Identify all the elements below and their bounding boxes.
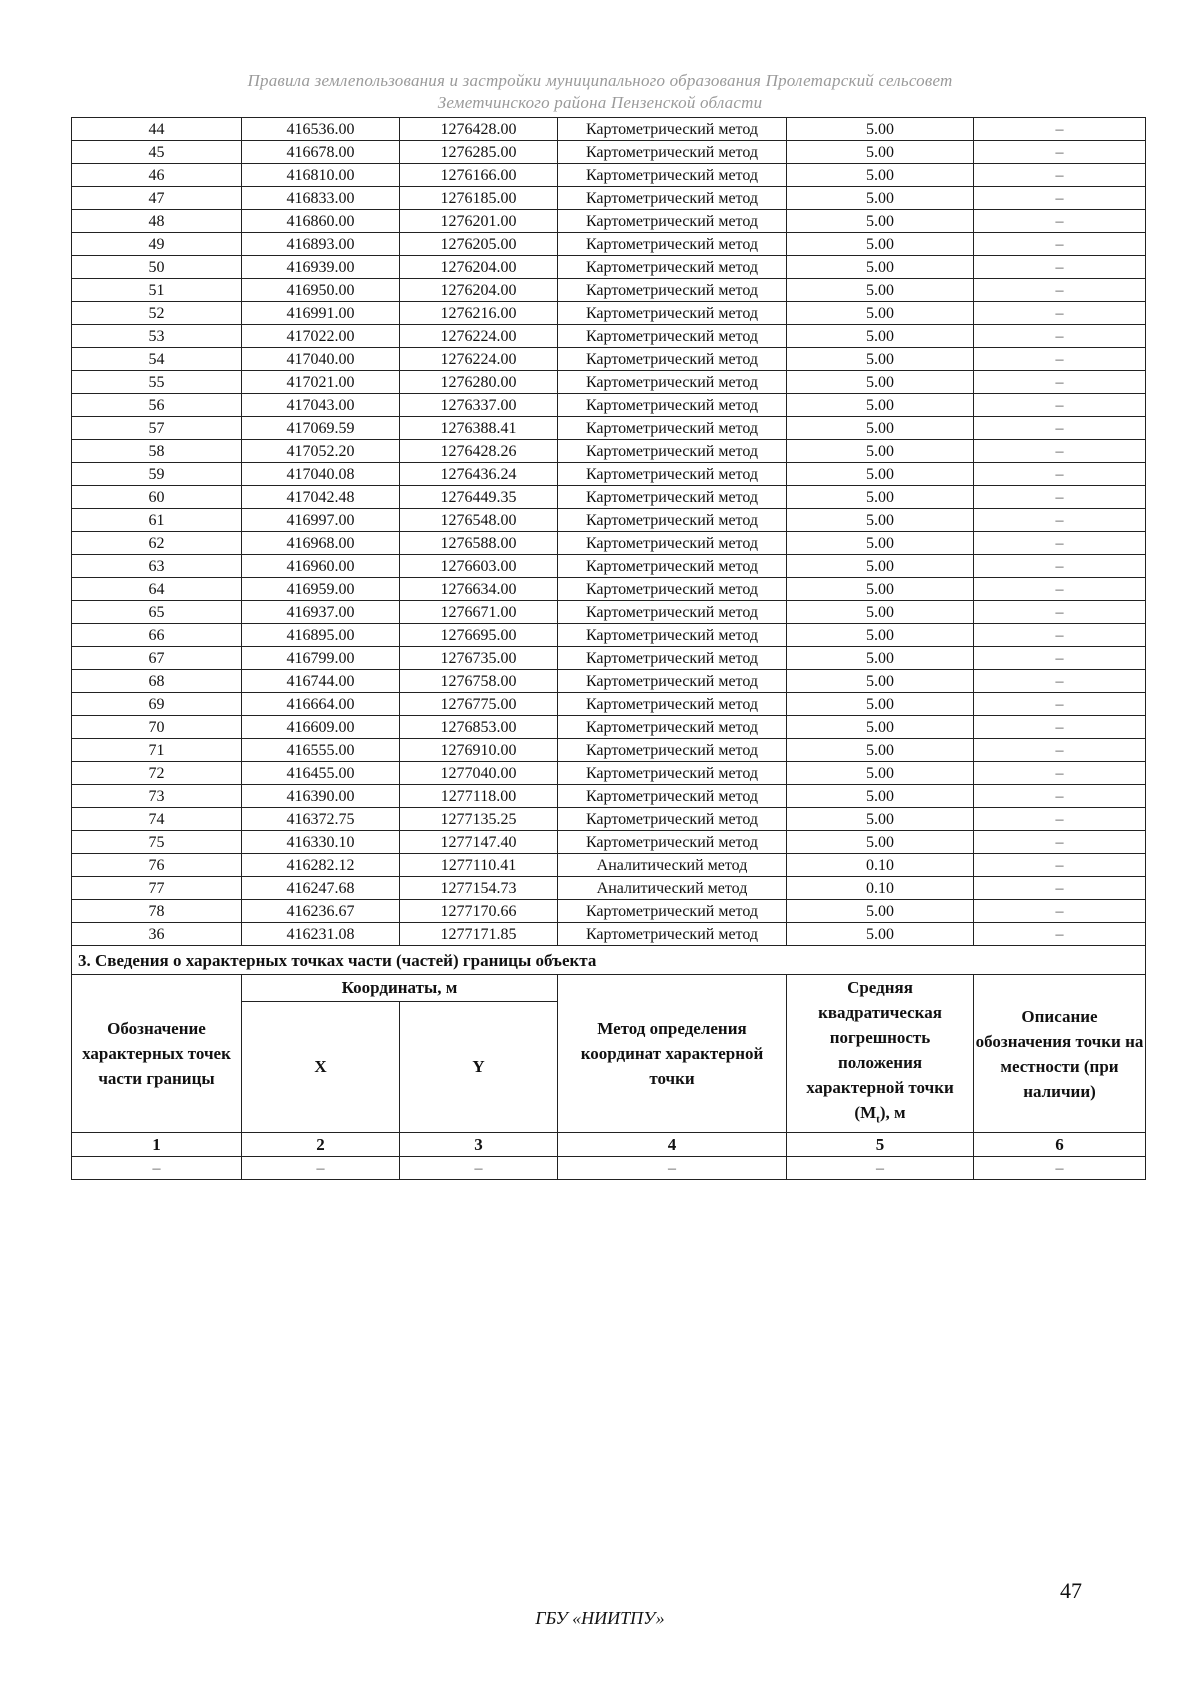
table-row [72,808,1146,831]
table-row [72,601,1146,624]
point-number: 71 [72,739,242,762]
table-row [72,762,1146,785]
coord-x: 416997.00 [242,509,400,532]
header-mean-square-error: Средняя квадратическая погрешность положения характерной точки $(M_t)$, м [787,975,974,1133]
error-cell: 5.00 [787,486,974,509]
point-number: 69 [72,693,242,716]
table-row [72,854,1146,877]
description-cell: – [974,624,1146,647]
coord-y: 1276205.00 [400,233,558,256]
point-number: 48 [72,210,242,233]
point-number: 55 [72,371,242,394]
description-cell: – [974,233,1146,256]
table-row [72,831,1146,854]
table-row [72,233,1146,256]
error-cell: 5.00 [787,601,974,624]
point-number: 51 [72,279,242,302]
running-header-line-2: Земетчинского района Пензенской области [437,93,763,112]
description-cell: – [974,256,1146,279]
method-cell: Картометрический метод [558,463,787,486]
coord-x: 416895.00 [242,624,400,647]
coord-x: 416991.00 [242,302,400,325]
section-3-title: 3. Сведения о характерных точках части (частей) границы объекта [72,946,1146,975]
section-3-title-row [72,946,1146,975]
error-cell: 5.00 [787,233,974,256]
coord-y: 1277147.40 [400,831,558,854]
coord-y: 1277171.85 [400,923,558,946]
coord-y: 1276337.00 [400,394,558,417]
method-cell: Картометрический метод [558,923,787,946]
table-row [72,141,1146,164]
method-cell: Картометрический метод [558,624,787,647]
point-number: 49 [72,233,242,256]
description-cell: – [974,900,1146,923]
point-number: 45 [72,141,242,164]
description-cell: – [974,785,1146,808]
table-row [72,394,1146,417]
point-number: 67 [72,647,242,670]
error-cell: 5.00 [787,624,974,647]
coord-y: 1276775.00 [400,693,558,716]
description-cell: – [974,164,1146,187]
method-cell: Аналитический метод [558,854,787,877]
method-cell: Картометрический метод [558,670,787,693]
table-row [72,624,1146,647]
page-footer: ГБУ «НИИТПУ» [535,1608,665,1628]
coord-y: 1276280.00 [400,371,558,394]
description-cell: – [974,532,1146,555]
coord-y: 1276695.00 [400,624,558,647]
point-number: 54 [72,348,242,371]
error-cell: 0.10 [787,854,974,877]
coord-y: 1276428.26 [400,440,558,463]
method-cell: Картометрический метод [558,693,787,716]
coord-x: 416960.00 [242,555,400,578]
running-header [150,70,1050,114]
error-cell: 5.00 [787,164,974,187]
table-row [72,348,1146,371]
point-number: 77 [72,877,242,900]
page-number: 47 [1060,1578,1082,1603]
table-row [72,693,1146,716]
error-cell: 5.00 [787,509,974,532]
error-cell: 5.00 [787,716,974,739]
method-cell: Картометрический метод [558,555,787,578]
table-row [72,187,1146,210]
coord-x: 416860.00 [242,210,400,233]
method-cell: Картометрический метод [558,325,787,348]
error-cell: 5.00 [787,831,974,854]
column-number: 3 [400,1133,558,1157]
description-cell: – [974,463,1146,486]
coord-x: 416455.00 [242,762,400,785]
error-cell: 5.00 [787,923,974,946]
table-row [72,509,1146,532]
method-cell: Картометрический метод [558,187,787,210]
coord-x: 416937.00 [242,601,400,624]
description-cell: – [974,394,1146,417]
coord-y: 1276166.00 [400,164,558,187]
table-row [72,532,1146,555]
column-number: 4 [558,1133,787,1157]
coord-y: 1276436.24 [400,463,558,486]
method-cell: Аналитический метод [558,877,787,900]
header-x: X [242,1001,400,1133]
empty-cell: – [974,1157,1146,1180]
coord-x: 416390.00 [242,785,400,808]
header-y: Y [400,1001,558,1133]
method-cell: Картометрический метод [558,141,787,164]
empty-data-row [72,1157,1146,1180]
coord-y: 1276224.00 [400,348,558,371]
error-cell: 5.00 [787,141,974,164]
table-row [72,463,1146,486]
error-cell: 5.00 [787,785,974,808]
point-number: 74 [72,808,242,831]
table-row [72,118,1146,141]
error-cell: 5.00 [787,394,974,417]
error-cell: 5.00 [787,279,974,302]
table-row [72,164,1146,187]
description-cell: – [974,877,1146,900]
coord-x: 416231.08 [242,923,400,946]
table-row [72,670,1146,693]
error-cell: 5.00 [787,578,974,601]
coord-x: 416810.00 [242,164,400,187]
description-cell: – [974,601,1146,624]
coord-y: 1276603.00 [400,555,558,578]
table-row [72,210,1146,233]
error-cell: 5.00 [787,555,974,578]
coord-x: 416247.68 [242,877,400,900]
column-number: 1 [72,1133,242,1157]
coord-x: 417040.00 [242,348,400,371]
point-number: 50 [72,256,242,279]
description-cell: – [974,647,1146,670]
point-number: 76 [72,854,242,877]
table-row [72,900,1146,923]
section-3-header-row [72,975,1146,1002]
coord-x: 416282.12 [242,854,400,877]
error-cell: 5.00 [787,325,974,348]
coord-x: 417022.00 [242,325,400,348]
coord-y: 1276428.00 [400,118,558,141]
method-cell: Картометрический метод [558,233,787,256]
method-cell: Картометрический метод [558,762,787,785]
point-number: 64 [72,578,242,601]
coord-x: 416555.00 [242,739,400,762]
coord-y: 1276671.00 [400,601,558,624]
coord-y: 1276735.00 [400,647,558,670]
error-cell: 5.00 [787,463,974,486]
header-description: Описание обозначения точки на местности (при наличии) [974,975,1146,1133]
table-row [72,647,1146,670]
method-cell: Картометрический метод [558,532,787,555]
point-number: 60 [72,486,242,509]
coord-x: 417021.00 [242,371,400,394]
method-cell: Картометрический метод [558,210,787,233]
column-number: 2 [242,1133,400,1157]
running-header-line-1: Правила землепользования и застройки муниципального образования Пролетарский сельсовет [247,71,953,90]
point-number: 78 [72,900,242,923]
table-row [72,279,1146,302]
error-cell: 5.00 [787,302,974,325]
coord-y: 1276449.35 [400,486,558,509]
description-cell: – [974,325,1146,348]
coord-y: 1277135.25 [400,808,558,831]
method-cell: Картометрический метод [558,256,787,279]
empty-cell: – [787,1157,974,1180]
description-cell: – [974,923,1146,946]
error-cell: 5.00 [787,532,974,555]
point-number: 44 [72,118,242,141]
coord-x: 416744.00 [242,670,400,693]
coord-x: 417052.20 [242,440,400,463]
point-number: 59 [72,463,242,486]
description-cell: – [974,808,1146,831]
coord-x: 416664.00 [242,693,400,716]
coord-y: 1276185.00 [400,187,558,210]
error-cell: 5.00 [787,417,974,440]
coord-y: 1277118.00 [400,785,558,808]
point-number: 68 [72,670,242,693]
coord-y: 1276634.00 [400,578,558,601]
method-cell: Картометрический метод [558,279,787,302]
method-cell: Картометрический метод [558,601,787,624]
coord-y: 1276201.00 [400,210,558,233]
description-cell: – [974,693,1146,716]
method-cell: Картометрический метод [558,348,787,371]
method-cell: Картометрический метод [558,302,787,325]
method-cell: Картометрический метод [558,739,787,762]
point-number: 70 [72,716,242,739]
method-cell: Картометрический метод [558,716,787,739]
error-cell: 0.10 [787,877,974,900]
description-cell: – [974,555,1146,578]
description-cell: – [974,210,1146,233]
point-number: 66 [72,624,242,647]
point-number: 46 [72,164,242,187]
coord-y: 1276388.41 [400,417,558,440]
coord-x: 416236.67 [242,900,400,923]
method-cell: Картометрический метод [558,831,787,854]
header-coordinates: Координаты, м [242,975,558,1002]
point-number: 58 [72,440,242,463]
point-number: 56 [72,394,242,417]
description-cell: – [974,118,1146,141]
table-body [72,118,1146,1180]
point-number: 72 [72,762,242,785]
table-row [72,486,1146,509]
error-cell: 5.00 [787,739,974,762]
method-cell: Картометрический метод [558,440,787,463]
coord-x: 416609.00 [242,716,400,739]
point-number: 65 [72,601,242,624]
description-cell: – [974,417,1146,440]
description-cell: – [974,578,1146,601]
coord-x: 416330.10 [242,831,400,854]
coord-x: 416536.00 [242,118,400,141]
empty-cell: – [558,1157,787,1180]
description-cell: – [974,187,1146,210]
method-cell: Картометрический метод [558,486,787,509]
coord-x: 416893.00 [242,233,400,256]
coord-x: 417040.08 [242,463,400,486]
column-number: 5 [787,1133,974,1157]
description-cell: – [974,739,1146,762]
coord-x: 416959.00 [242,578,400,601]
empty-cell: – [242,1157,400,1180]
point-number: 57 [72,417,242,440]
point-number: 61 [72,509,242,532]
method-cell: Картометрический метод [558,394,787,417]
method-cell: Картометрический метод [558,417,787,440]
description-cell: – [974,509,1146,532]
table-row [72,440,1146,463]
error-cell: 5.00 [787,440,974,463]
error-cell: 5.00 [787,348,974,371]
method-cell: Картометрический метод [558,371,787,394]
coord-x: 416799.00 [242,647,400,670]
point-number: 52 [72,302,242,325]
coord-y: 1276853.00 [400,716,558,739]
point-number: 47 [72,187,242,210]
method-cell: Картометрический метод [558,785,787,808]
description-cell: – [974,670,1146,693]
coord-y: 1277040.00 [400,762,558,785]
coord-y: 1276224.00 [400,325,558,348]
coord-x: 416950.00 [242,279,400,302]
point-number: 53 [72,325,242,348]
header-method: Метод определения координат характерной точки [558,975,787,1133]
table-row [72,739,1146,762]
coord-x: 417043.00 [242,394,400,417]
coord-x: 416968.00 [242,532,400,555]
error-cell: 5.00 [787,187,974,210]
coord-y: 1276758.00 [400,670,558,693]
method-cell: Картометрический метод [558,164,787,187]
coord-y: 1276910.00 [400,739,558,762]
method-cell: Картометрический метод [558,647,787,670]
method-cell: Картометрический метод [558,578,787,601]
table-row [72,325,1146,348]
table-row [72,923,1146,946]
table-row [72,785,1146,808]
point-number: 75 [72,831,242,854]
coord-y: 1276204.00 [400,256,558,279]
coord-y: 1276285.00 [400,141,558,164]
description-cell: – [974,854,1146,877]
error-cell: 5.00 [787,900,974,923]
table-row [72,256,1146,279]
column-number-row [72,1133,1146,1157]
error-cell: 5.00 [787,693,974,716]
coord-y: 1277170.66 [400,900,558,923]
coord-x: 417042.48 [242,486,400,509]
point-number: 62 [72,532,242,555]
description-cell: – [974,831,1146,854]
error-cell: 5.00 [787,256,974,279]
coord-x: 416678.00 [242,141,400,164]
error-cell: 5.00 [787,118,974,141]
table-row [72,302,1146,325]
empty-cell: – [72,1157,242,1180]
coord-x: 416833.00 [242,187,400,210]
point-number: 73 [72,785,242,808]
point-number: 63 [72,555,242,578]
coord-y: 1276204.00 [400,279,558,302]
table-row [72,555,1146,578]
header-point-designation: Обозначение характерных точек части границы [72,975,242,1133]
error-cell: 5.00 [787,808,974,831]
coord-y: 1277154.73 [400,877,558,900]
coord-y: 1276548.00 [400,509,558,532]
error-cell: 5.00 [787,670,974,693]
coord-x: 416939.00 [242,256,400,279]
description-cell: – [974,141,1146,164]
table-row [72,371,1146,394]
table-row [72,716,1146,739]
description-cell: – [974,762,1146,785]
description-cell: – [974,302,1146,325]
method-cell: Картометрический метод [558,509,787,532]
description-cell: – [974,716,1146,739]
error-cell: 5.00 [787,371,974,394]
coord-y: 1277110.41 [400,854,558,877]
method-cell: Картометрический метод [558,900,787,923]
coord-y: 1276588.00 [400,532,558,555]
table-row [72,877,1146,900]
description-cell: – [974,371,1146,394]
table-row [72,578,1146,601]
description-cell: – [974,279,1146,302]
boundary-points-table [71,117,1146,1180]
empty-cell: – [400,1157,558,1180]
method-cell: Картометрический метод [558,808,787,831]
description-cell: – [974,486,1146,509]
table-row [72,417,1146,440]
point-number: 36 [72,923,242,946]
column-number: 6 [974,1133,1146,1157]
coord-x: 417069.59 [242,417,400,440]
method-cell: Картометрический метод [558,118,787,141]
error-cell: 5.00 [787,647,974,670]
error-cell: 5.00 [787,210,974,233]
description-cell: – [974,348,1146,371]
coord-x: 416372.75 [242,808,400,831]
description-cell: – [974,440,1146,463]
error-cell: 5.00 [787,762,974,785]
coord-y: 1276216.00 [400,302,558,325]
